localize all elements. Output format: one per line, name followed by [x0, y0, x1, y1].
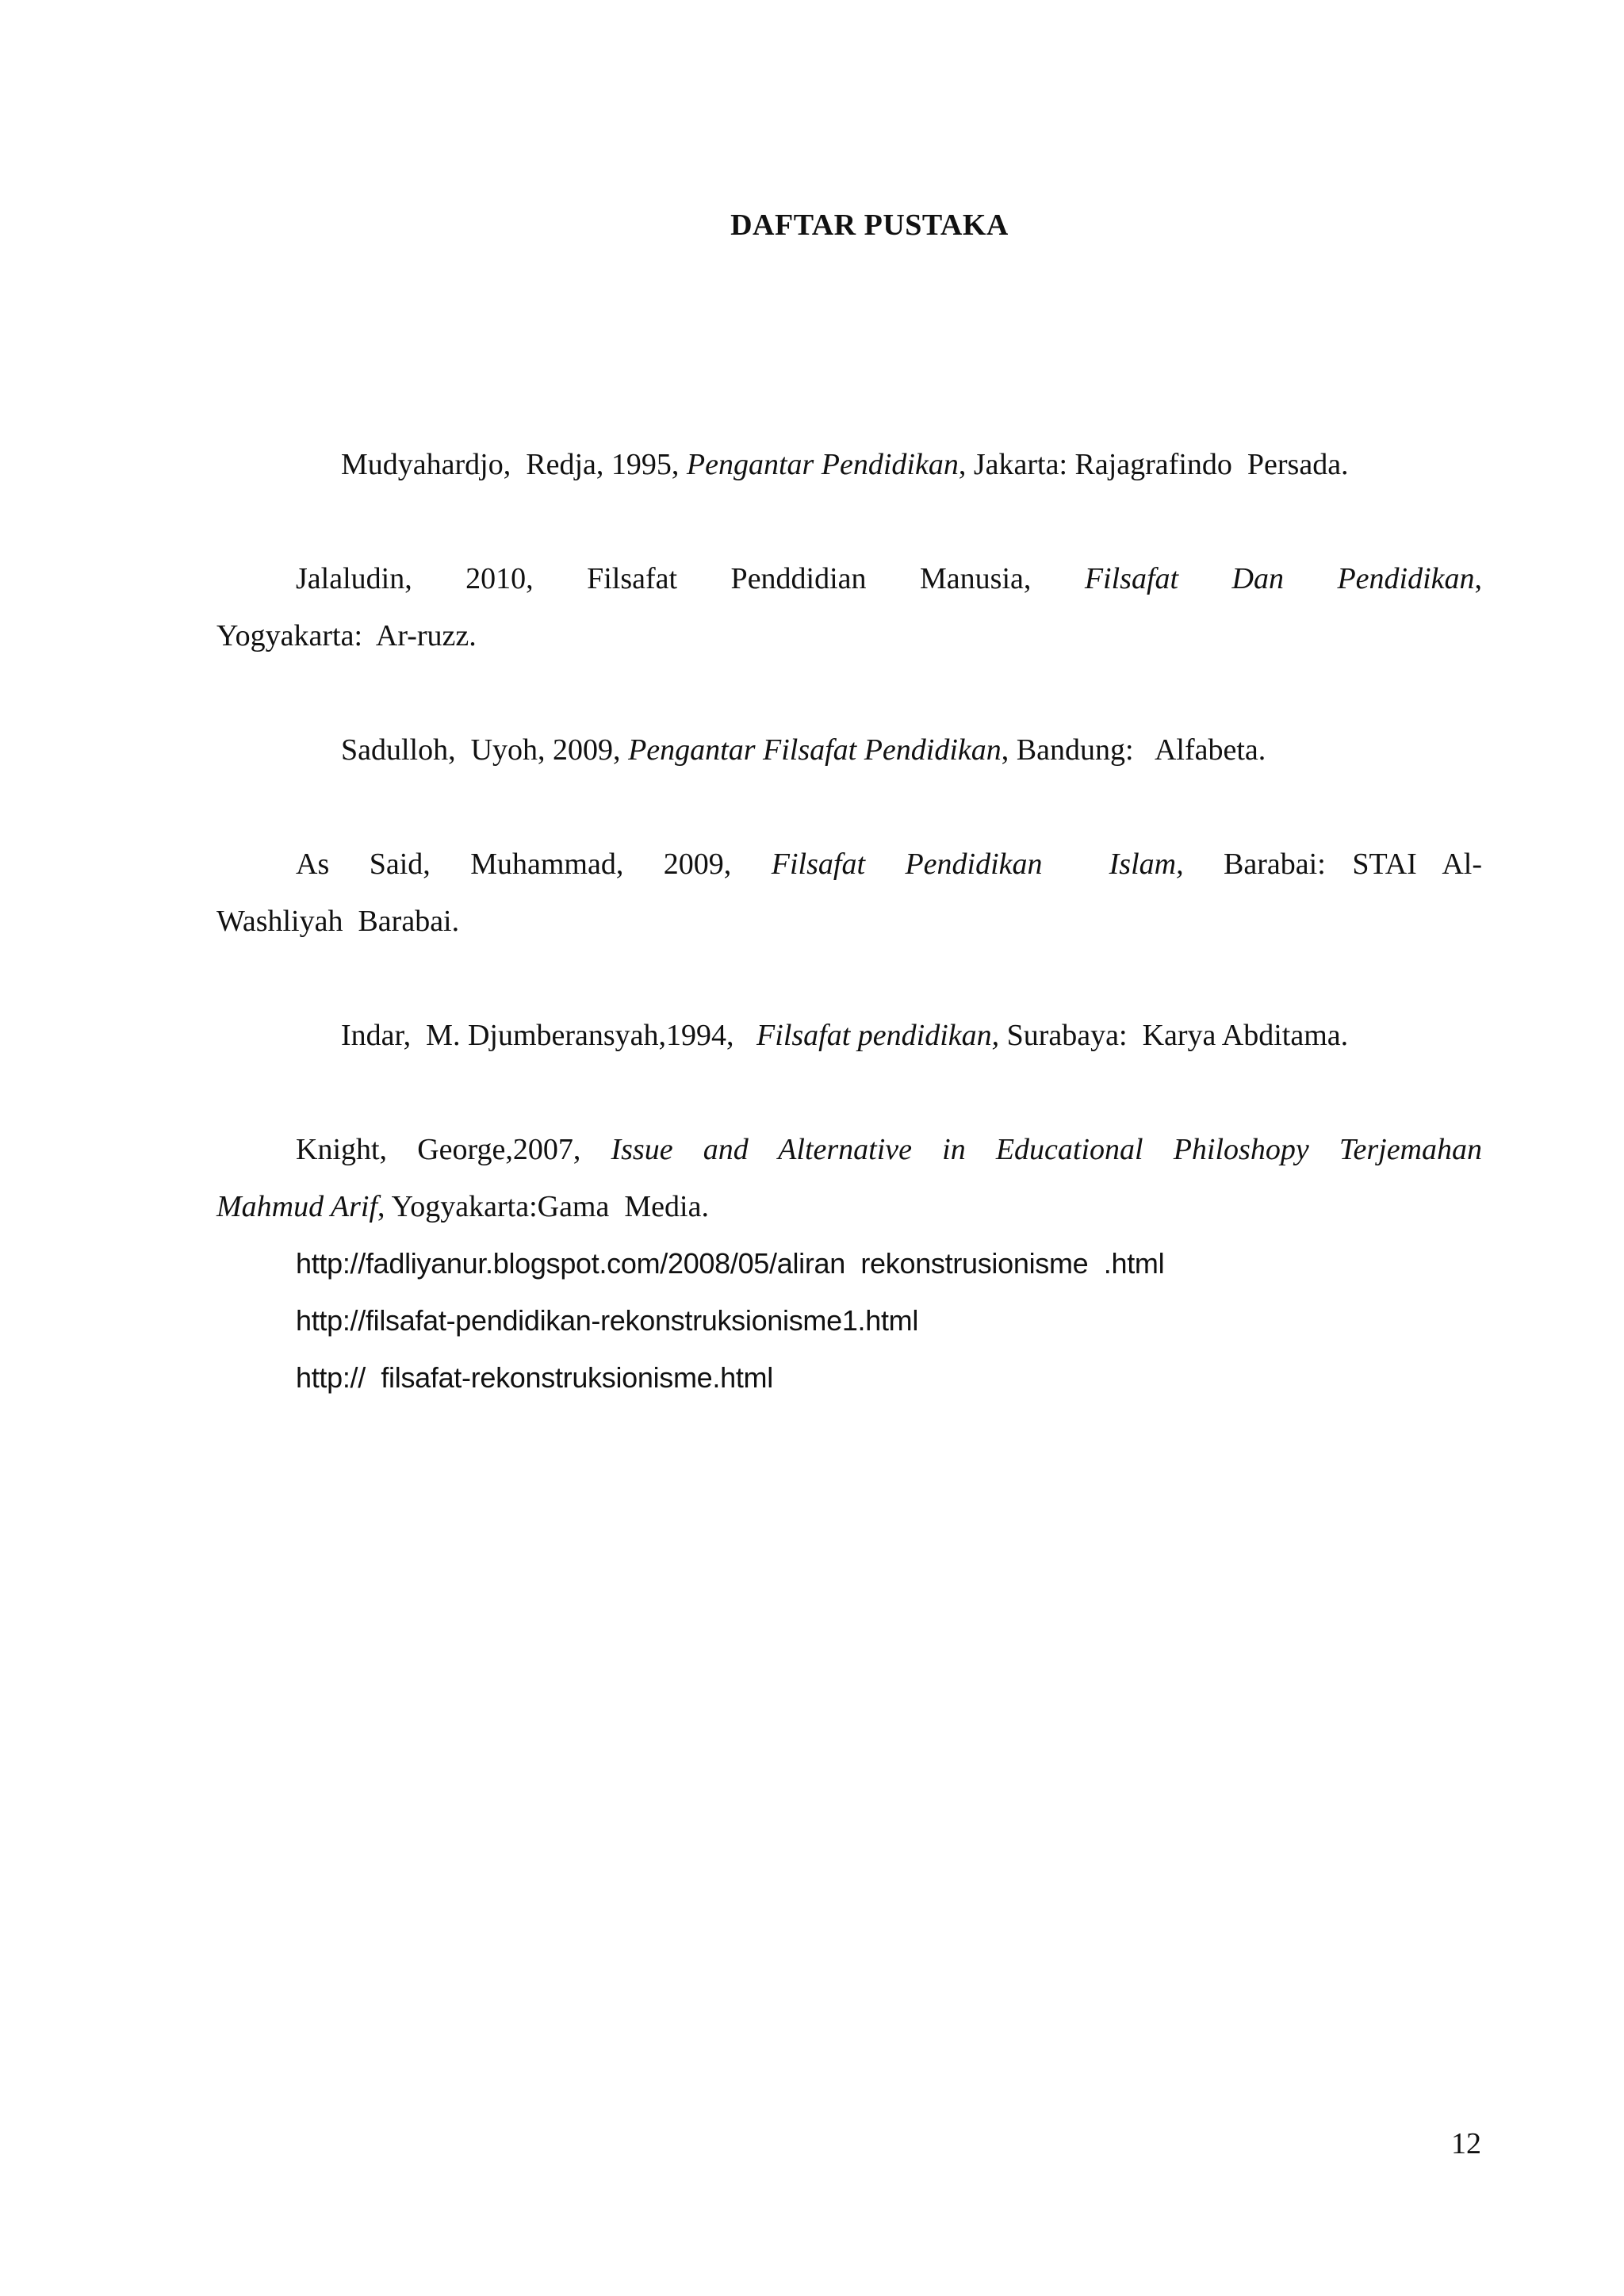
reference-entry — [216, 550, 1482, 664]
reference-text: Jalaludin, 2010, Filsafat Penddidian Manusia, — [296, 562, 1085, 595]
reference-line — [216, 1178, 1482, 1235]
reference-url: http://filsafat-pendidikan-rekonstruksionisme1.html — [296, 1304, 919, 1337]
reference-entry — [296, 664, 1482, 836]
reference-title: Issue and Alternative in Educational Philoshopy Terjemahan — [611, 1133, 1482, 1166]
reference-line: Yogyakarta: Ar-ruzz. — [216, 619, 477, 652]
reference-text: Surabaya: Karya Abditama. — [999, 1019, 1349, 1052]
reference-line: Washliyah Barabai. — [216, 905, 460, 938]
reference-text: Indar, M. Djumberansyah,1994, — [341, 1019, 757, 1052]
reference-text: , — [1474, 562, 1483, 595]
reference-title: Filsafat Pendidikan Islam, — [771, 848, 1184, 881]
reference-text: , Jakarta: Rajagrafindo Persada. — [958, 448, 1349, 481]
reference-text: Knight, George,2007, — [296, 1133, 611, 1166]
reference-title: Pengantar Pendidikan — [686, 448, 959, 481]
reference-entry — [216, 836, 1482, 950]
reference-line — [216, 836, 1482, 893]
reference-url: http://fadliyanur.blogspot.com/2008/05/aliran rekonstrusionisme .html — [296, 1247, 1165, 1280]
reference-text: Mudyahardjo, Redja, 1995, — [341, 448, 687, 481]
reference-title: Pengantar Filsafat Pendidikan — [628, 733, 1002, 767]
reference-line — [216, 1121, 1482, 1178]
reference-entry — [296, 950, 1482, 1121]
reference-entry — [216, 1121, 1482, 1235]
reference-entry — [296, 379, 1482, 550]
reference-title: Filsafat Dan Pendidikan — [1084, 562, 1475, 595]
page-number: 12 — [1451, 2127, 1481, 2160]
reference-text: Sadulloh, Uyoh, 2009, — [341, 733, 629, 767]
reference-text: As Said, Muhammad, 2009, — [296, 848, 772, 881]
reference-title: Mahmud Arif — [216, 1190, 378, 1223]
page-title: DAFTAR PUSTAKA — [730, 209, 1009, 242]
reference-text: , Bandung: Alfabeta. — [1001, 733, 1266, 767]
reference-title: Filsafat pendidikan, — [756, 1019, 1000, 1052]
reference-list — [216, 379, 1483, 1406]
reference-text: Barabai: STAI Al- — [1183, 848, 1483, 881]
reference-url: http:// filsafat-rekonstruksionisme.html — [296, 1361, 773, 1394]
reference-line — [216, 550, 1482, 607]
reference-text: , Yogyakarta:Gama Media. — [377, 1190, 709, 1223]
